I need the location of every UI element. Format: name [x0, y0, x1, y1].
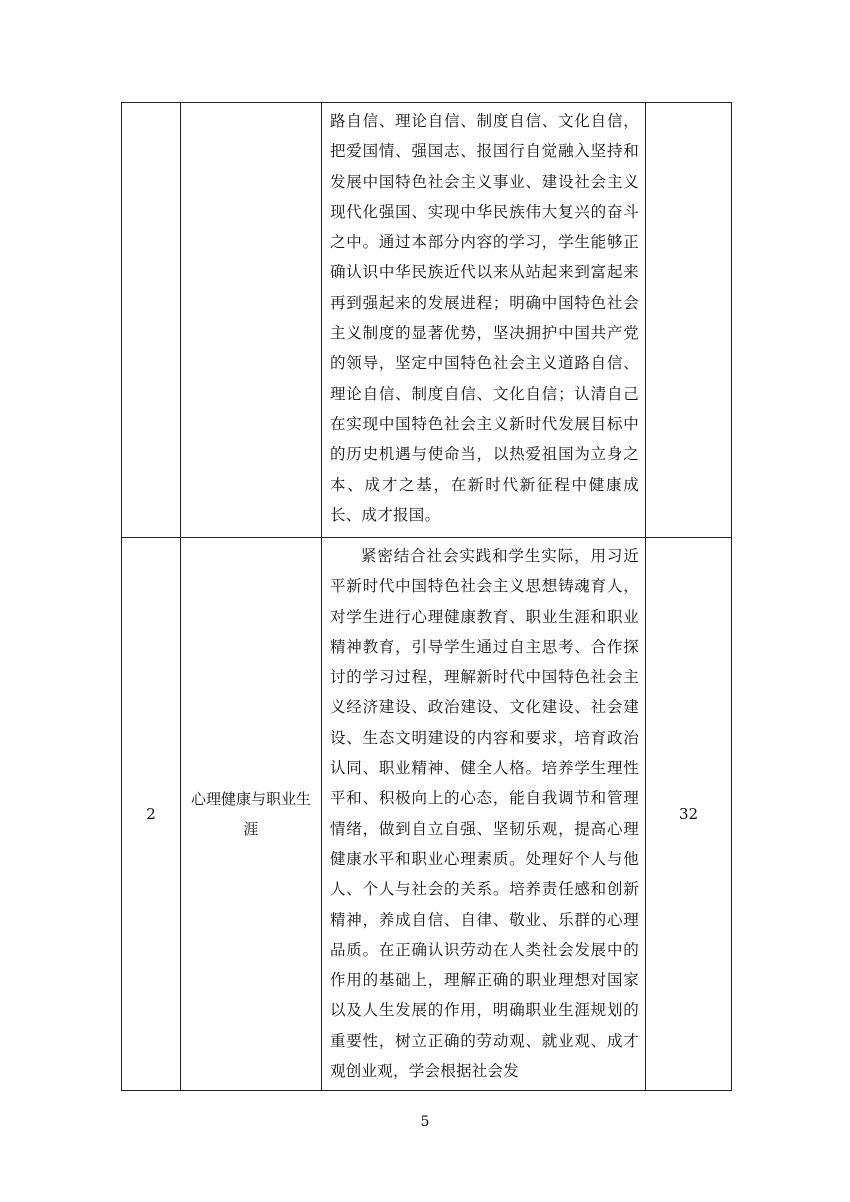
- table-row: [122, 538, 732, 1091]
- table-row: [122, 103, 732, 538]
- page-number: 5: [420, 1114, 430, 1130]
- course-content-text: 紧密结合社会实践和学生实际，用习近平新时代中国特色社会主义思想铸魂育人，对学生进行心理健康教育、职业生涯和职业精神教育，引导学生通过自主思考、合作探讨的学习过程，理解新时代中国特色社会主义经济建设、政治建设、文化建设、社会建设、生态文明建设的内容和要求，培育政治认同、职业精神、健全人格。培养学生理性平和、积极向上的心态，能自我调节和管理情绪，做到自立自强、坚韧乐观，提高心理健康水平和职业心理素质。处理好个人与他人、个人与社会的关系。培养责任感和创新精神，养成自信、自律、敬业、乐群的心理品质。在正确认识劳动在人类社会发展中的作用的基础上，理解正确的职业理想对国家以及人生发展的作用，明确职业生涯规划的重要性，树立正确的劳动观、就业观、成才观创业观，学会根据社会发: [330, 547, 639, 1081]
- course-hours-cell: [646, 103, 732, 538]
- course-index-cell: 2: [122, 538, 181, 1091]
- course-table: [121, 102, 732, 1091]
- course-hours-cell: 32: [646, 538, 732, 1091]
- course-name-cell: 心理健康与职业生涯: [181, 538, 322, 1091]
- course-index-cell: [122, 103, 181, 538]
- course-name-cell: [181, 103, 322, 538]
- course-content-cell: [322, 103, 646, 538]
- course-content-cell: [322, 538, 646, 1091]
- course-content-text: 路自信、理论自信、制度自信、文化自信，把爱国情、强国志、报国行自觉融入坚持和发展中国特色社会主义事业、建设社会主义现代化强国、实现中华民族伟大复兴的奋斗之中。通过本部分内容的学习，学生能够正确认识中华民族近代以来从站起来到富起来再到强起来的发展进程；明确中国特色社会主义制度的显著优势，坚决拥护中国共产党的领导，坚定中国特色社会主义道路自信、理论自信、制度自信、文化自信；认清自己在实现中国特色社会主义新时代发展目标中的历史机遇与使命当，以热爱祖国为立身之本、成才之基，在新时代新征程中健康成长、成才报国。: [330, 112, 639, 524]
